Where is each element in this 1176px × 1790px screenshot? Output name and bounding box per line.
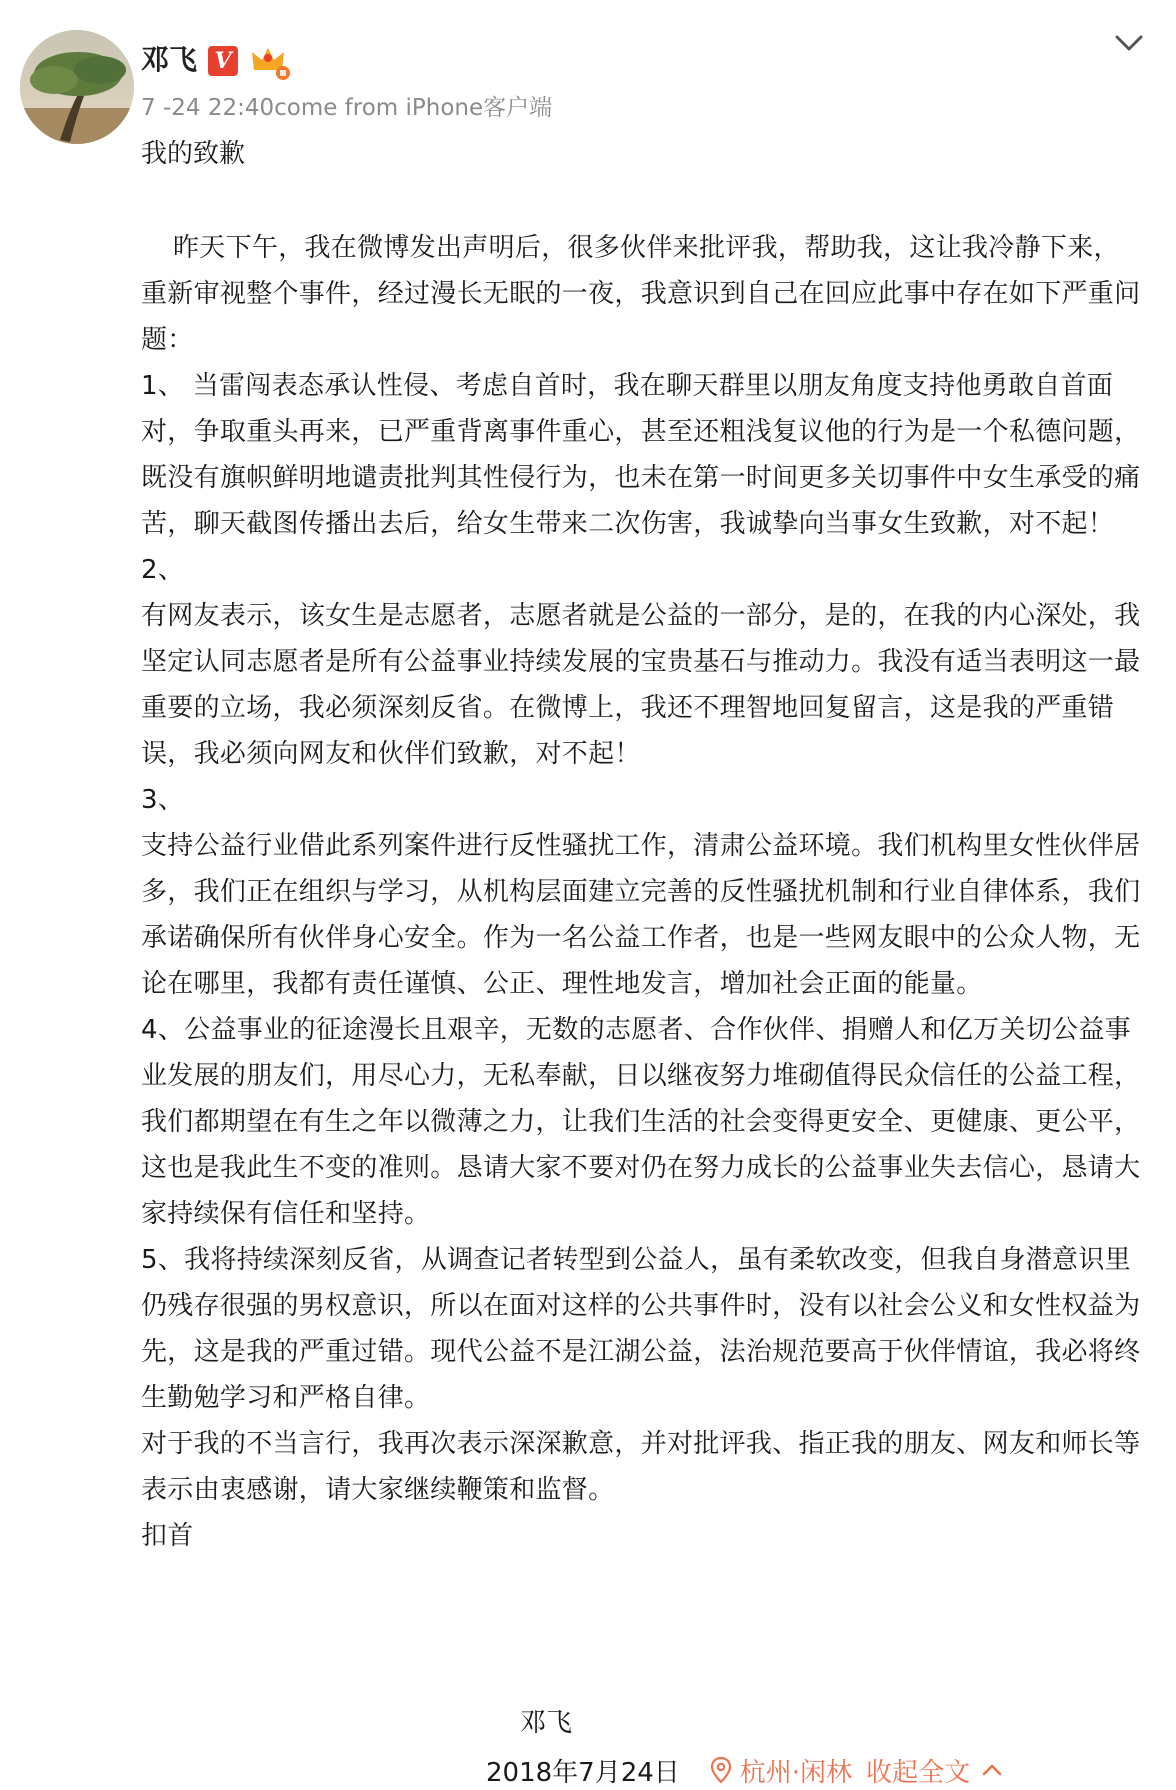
post-paragraph: 5、我将持续深刻反省，从调查记者转型到公益人，虽有柔软改变，但我自身潜意识里仍残存很强的男权意识，所以在面对这样的公共事件时，没有以社会公义和女性权益为先，这是我的严重过错。现代公益不是江湖公益，法治规范要高于伙伴情谊，我必将终生勤勉学习和严格自律。 — [141, 1245, 1141, 1413]
post-paragraph: 3、 — [141, 785, 185, 815]
post-meta: 7 -24 22:40come from iPhone客户端 — [141, 95, 553, 121]
post-paragraph: 扣首 — [141, 1521, 194, 1551]
post-paragraph: 2、 — [141, 555, 185, 585]
post-paragraph: 1、 当雷闯表态承认性侵、考虑自首时，我在聊天群里以朋友角度支持他勇敢自首面对，争取重头再来，已严重背离事件重心，甚至还粗浅复议他的行为是一个私德问题，既没有旗帜鲜明地谴责批判其性侵行为，也未在第一时间更多关切事件中女生承受的痛苦，聊天截图传播出去后，给女生带来二次伤害，我诚挚向当事女生致歉，对不起！ — [141, 371, 1141, 539]
post-paragraph: 对于我的不当言行，我再次表示深深歉意，并对批评我、指正我的朋友、网友和师长等表示由衷感谢，请大家继续鞭策和监督。 — [141, 1429, 1141, 1505]
post-date: 2018年7月24日 — [486, 1757, 680, 1788]
post-body — [141, 225, 1146, 1559]
chevron-down-icon[interactable] — [1112, 30, 1146, 56]
chevron-up-icon[interactable] — [980, 1761, 1004, 1779]
signature: 邓飞 — [520, 1708, 573, 1738]
post-paragraph: 4、公益事业的征途漫长且艰辛，无数的志愿者、合作伙伴、捐赠人和亿万关切公益事业发展的朋友们，用尽心力，无私奉献，日以继夜努力堆砌值得民众信任的公益工程，我们都期望在有生之年以微薄之力，让我们生活的社会变得更安全、更健康、更公平，这也是我此生不变的准则。恳请大家不要对仍在努力成长的公益事业失去信心，恳请大家持续保有信任和坚持。 — [141, 1015, 1141, 1229]
post-paragraph: 支持公益行业借此系列案件进行反性骚扰工作，清肃公益环境。我们机构里女性伙伴居多，我们正在组织与学习，从机构层面建立完善的反性骚扰机制和行业自律体系，我们承诺确保所有伙伴身心安全。作为一名公益工作者，也是一些网友眼中的公众人物，无论在哪里，我都有责任谨慎、公正、理性地发言，增加社会正面的能量。 — [141, 831, 1141, 999]
post-title: 我的致歉 — [141, 139, 246, 169]
username[interactable]: 邓飞 — [141, 43, 198, 76]
location-pin-icon — [710, 1756, 732, 1784]
avatar[interactable] — [20, 30, 134, 144]
location-link[interactable]: 杭州·闲林 — [739, 1757, 853, 1788]
avatar-tree-image — [20, 30, 134, 144]
collapse-full-text-link[interactable]: 收起全文 — [866, 1757, 971, 1788]
post-paragraph: 有网友表示，该女生是志愿者，志愿者就是公益的一部分，是的，在我的内心深处，我坚定认同志愿者是所有公益事业持续发展的宝贵基石与推动力。我没有适当表明这一最重要的立场，我必须深刻反省。在微博上，我还不理智地回复留言，这是我的严重错误，我必须向网友和伙伴们致歉，对不起！ — [141, 601, 1141, 769]
vip-crown-icon — [250, 44, 290, 80]
verified-v-badge: V — [208, 46, 238, 76]
post-paragraph: 昨天下午，我在微博发出声明后，很多伙伴来批评我，帮助我，这让我冷静下来，重新审视整个事件，经过漫长无眠的一夜，我意识到自己在回应此事中存在如下严重问题： — [141, 233, 1141, 355]
post-footer — [486, 1752, 1004, 1788]
